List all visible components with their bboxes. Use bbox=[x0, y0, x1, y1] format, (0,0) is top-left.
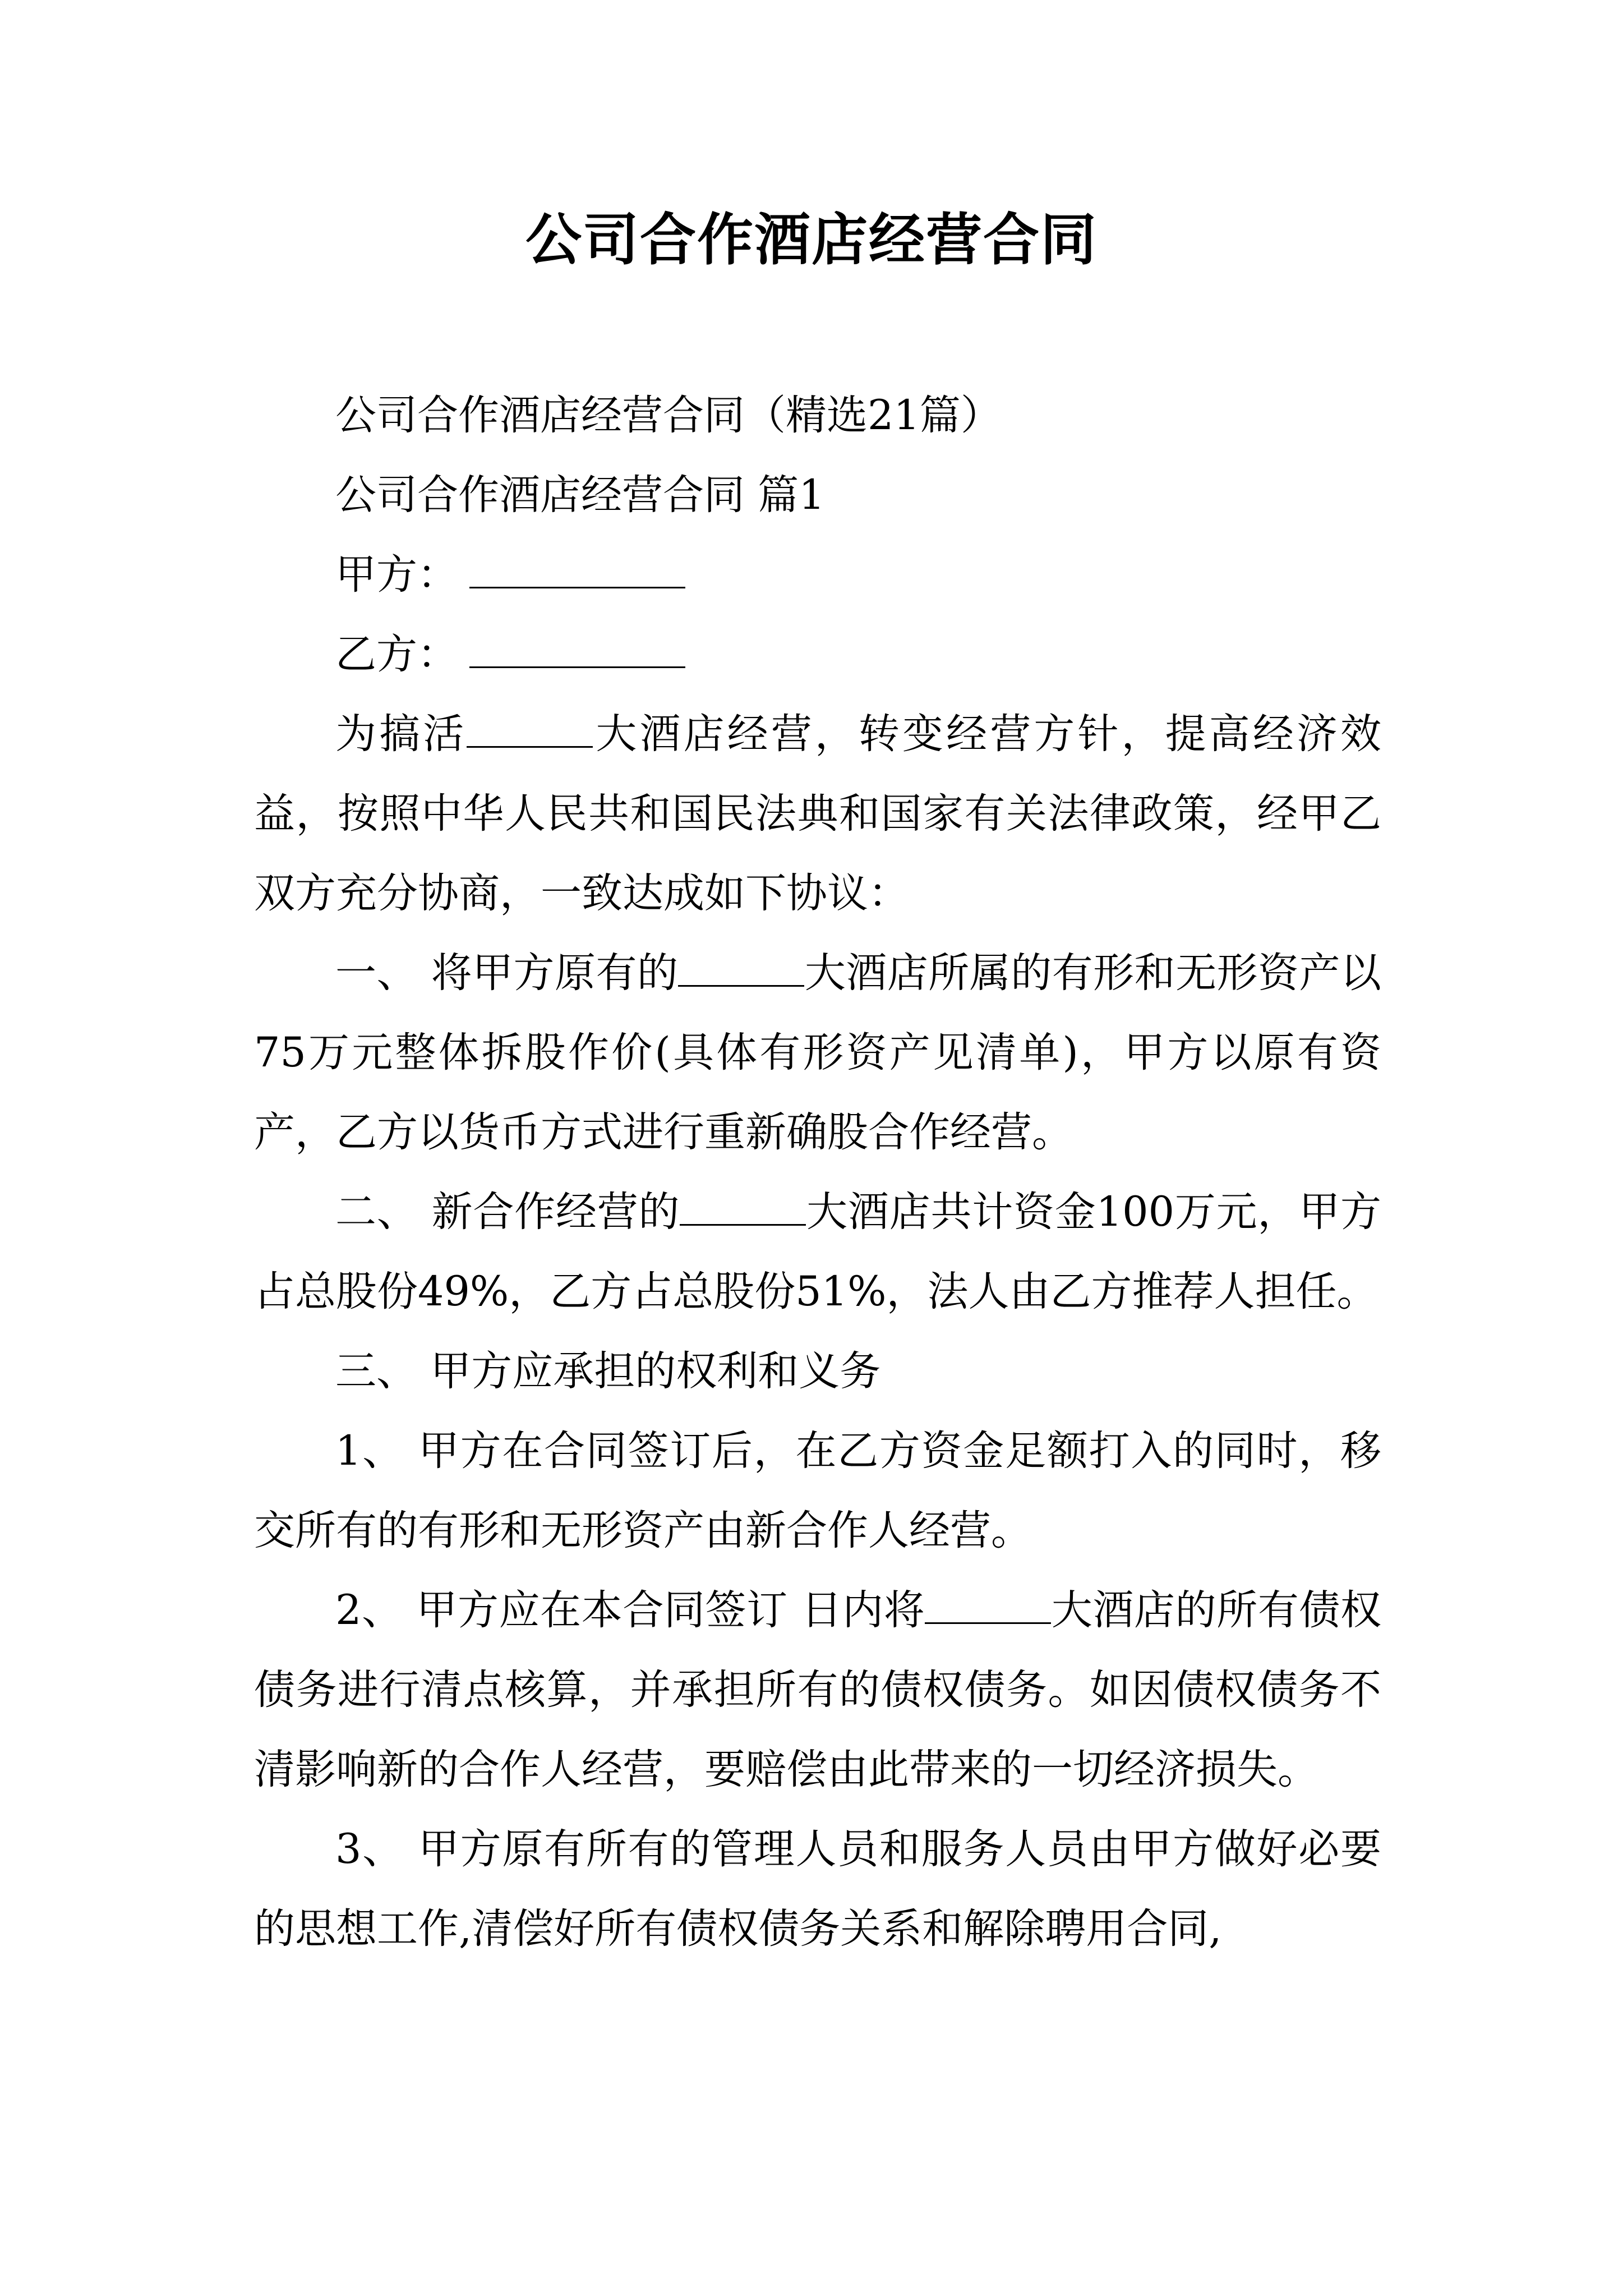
clause-1-post: 大酒店所属的有形和无形资产以75万元整体拆股作价(具体有形资产见清单)，甲方以原有资产，乙方以货币方式进行重新确股合作经营。 bbox=[254, 949, 1381, 1156]
party-a-label: 甲方： bbox=[335, 551, 458, 599]
party-a-line bbox=[254, 535, 1381, 615]
document-title: 公司合作酒店经营合同 bbox=[525, 207, 1098, 273]
intro-pre-text: 为搞活 bbox=[335, 710, 467, 758]
subtitle: 公司合作酒店经营合同（精选21篇） bbox=[335, 392, 1002, 439]
clause-3-heading: 三、 甲方应承担的权利和义务 bbox=[335, 1347, 881, 1395]
item-2-post: 大酒店的所有债权债务进行清点核算，并承担所有的债权债务。如因债权债务不清影响新的合作人经营，要赔偿由此带来的一切经济损失。 bbox=[254, 1586, 1381, 1793]
clause-3-item-3: 3、 甲方原有所有的管理人员和服务人员由甲方做好必要的思想工作,清偿好所有债权债务关系和解除聘用合同, bbox=[254, 1825, 1381, 1953]
document-body bbox=[254, 376, 1381, 1969]
party-b-line bbox=[254, 615, 1381, 694]
clause-2 bbox=[254, 1172, 1381, 1332]
clause-2-pre: 二、 新合作经营的 bbox=[335, 1188, 680, 1236]
intro-post-text: 大酒店经营，转变经营方针，提高经济效益，按照中华人民共和国民法典和国家有关法律政策，经甲乙双方充分协商，一致达成如下协议： bbox=[254, 710, 1382, 917]
intro-paragraph bbox=[254, 694, 1381, 933]
clause-1-blank bbox=[678, 951, 804, 987]
hotel-name-blank bbox=[467, 712, 593, 748]
clause-2-post: 大酒店共计资金100万元，甲方占总股份49%，乙方占总股份51%，法人由乙方推荐人担任。 bbox=[254, 1188, 1381, 1315]
clause-2-blank bbox=[680, 1190, 806, 1226]
clause-3-item-2 bbox=[254, 1571, 1381, 1810]
clause-1 bbox=[254, 933, 1381, 1172]
party-b-label: 乙方： bbox=[335, 631, 458, 678]
item-2-pre: 2、 甲方应在本合同签订 日内将 bbox=[335, 1586, 925, 1634]
clause-3-item-1: 1、 甲方在合同签订后，在乙方资金足额打入的同时，移交所有的有形和无形资产由新合作人经营。 bbox=[254, 1427, 1381, 1554]
clause-1-pre: 一、 将甲方原有的 bbox=[335, 949, 679, 997]
party-a-blank bbox=[469, 553, 685, 588]
item-2-blank bbox=[925, 1589, 1051, 1624]
section-heading: 公司合作酒店经营合同 篇1 bbox=[335, 471, 825, 519]
party-b-blank bbox=[469, 633, 685, 668]
